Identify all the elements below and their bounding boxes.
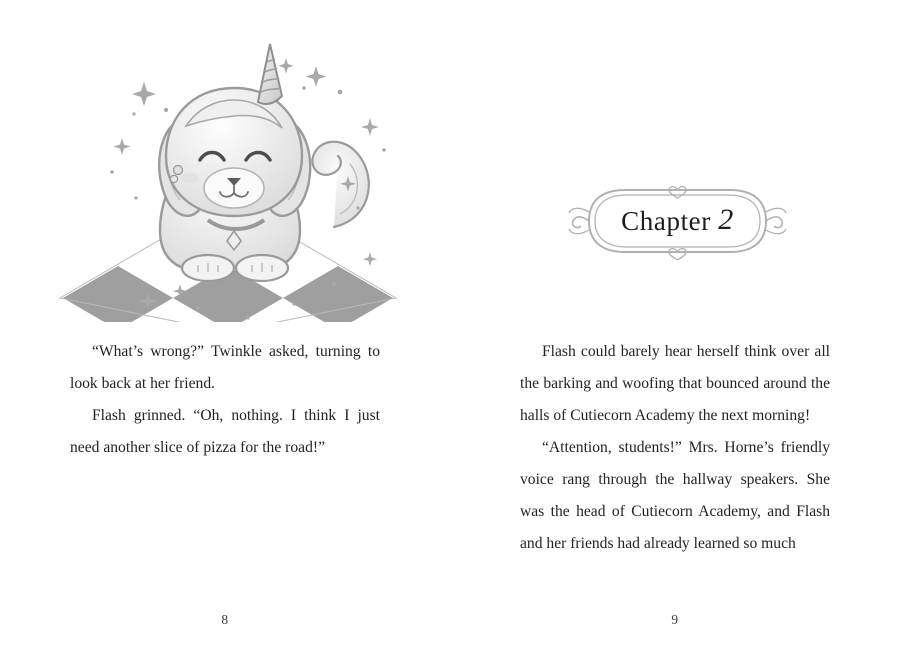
paragraph: Flash could barely hear herself think over all the barking and woofing that bounced around the halls of Cutiecorn Academy the next morning! bbox=[520, 343, 830, 424]
paragraph: Flash grinned. “Oh, nothing. I think I just need another slice of pizza for the road!” bbox=[70, 406, 380, 456]
chapter-word: Chapter bbox=[621, 205, 711, 236]
page-number-right: 9 bbox=[671, 612, 679, 627]
puppy-unicorn-illustration bbox=[48, 22, 408, 322]
paragraph: “Attention, students!” Mrs. Horne’s friendly voice rang through the hallway speakers. She was the head of Cutiecorn Academy, and Flash and her friends had already learned so much bbox=[520, 438, 830, 552]
unicorn-horn bbox=[258, 44, 282, 104]
chapter-number: 2 bbox=[718, 203, 734, 236]
chapter-title bbox=[565, 182, 790, 260]
chapter-heading-ornament bbox=[565, 182, 790, 260]
paragraph: “What’s wrong?” Twinkle asked, turning to look back at her friend. bbox=[70, 343, 380, 392]
right-page bbox=[450, 0, 900, 654]
page-number-left: 8 bbox=[221, 612, 229, 627]
left-page-text bbox=[70, 336, 380, 464]
right-page-text bbox=[520, 336, 830, 560]
